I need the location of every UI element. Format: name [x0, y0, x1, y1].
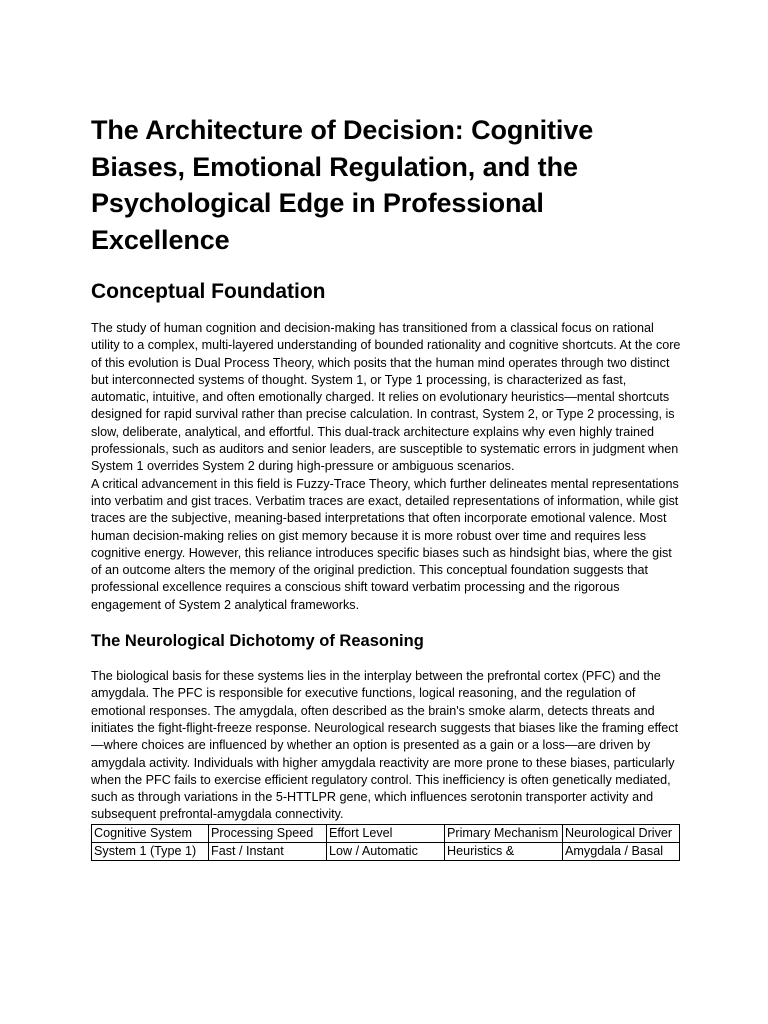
document-title: The Architecture of Decision: Cognitive Biases, Emotional Regulation, and the Psychological Edge in Professional Excellence: [91, 115, 594, 255]
section-heading-conceptual-foundation: Conceptual Foundation: [91, 280, 326, 303]
paragraph-fuzzy-trace: A critical advancement in this field is Fuzzy-Trace Theory, which further delineates mental representations into verbatim and gist traces. Verbatim traces are exact, detailed representations of information, while gist traces are the subjective, meaning-based interpretations that often incorporate emotional valence. Most human decision-making relies on gist memory because it is more robust over time and requires less cognitive energy. However, this reliance introduces specific biases such as hindsight bias, where the gist of an outcome alters the memory of the original prediction. This conceptual foundation suggests that professional excellence requires a conscious shift toward verbatim processing and the rigorous engagement of System 2 analytical frameworks.: [91, 476, 679, 612]
table-cell: Fast / Instant: [209, 843, 327, 861]
table-header-row: [92, 824, 680, 842]
table-cell: System 1 (Type 1): [92, 843, 209, 861]
table-header-cell: Effort Level: [327, 824, 445, 842]
table-header-cell: Primary Mechanism: [445, 824, 563, 842]
table-row: [92, 843, 680, 861]
section-body: [91, 320, 681, 614]
subsection-body: [91, 668, 681, 824]
subsection-heading-neurological: The Neurological Dichotomy of Reasoning: [91, 632, 424, 651]
paragraph-neurological: The biological basis for these systems lies in the interplay between the prefrontal cortex (PFC) and the amygdala. The PFC is responsible for executive functions, logical reasoning, and the regulation of emotional responses. The amygdala, often described as the brain's smoke alarm, detects threats and initiates the fight-flight-freeze response. Neurological research suggests that biases like the framing effect—where choices are influenced by whether an option is presented as a gain or a loss—are driven by amygdala activity. Individuals with higher amygdala reactivity are more prone to these biases, particularly when the PFC fails to exercise efficient regulatory control. This inefficiency is often genetically mediated, such as through variations in the 5-HTTLPR gene, which influences serotonin transporter activity and subsequent prefrontal-amygdala connectivity.: [91, 669, 679, 822]
table-cell: Amygdala / Basal: [563, 843, 680, 861]
document-page: [91, 112, 681, 861]
table-header-cell: Neurological Driver: [563, 824, 680, 842]
table-cell: Heuristics &: [445, 843, 563, 861]
cognitive-systems-table: [91, 824, 680, 862]
table-header-cell: Cognitive System: [92, 824, 209, 842]
table-cell: Low / Automatic: [327, 843, 445, 861]
table-header-cell: Processing Speed: [209, 824, 327, 842]
paragraph-dual-process: The study of human cognition and decision-making has transitioned from a classical focus on rational utility to a complex, multi-layered understanding of bounded rationality and cognitive shortcuts. At the core of this evolution is Dual Process Theory, which posits that the human mind operates through two distinct but interconnected systems of thought. System 1, or Type 1 processing, is characterized as fast, automatic, intuitive, and often emotionally charged. It relies on evolutionary heuristics—mental shortcuts designed for rapid survival rather than precise calculation. In contrast, System 2, or Type 2 processing, is slow, deliberate, analytical, and effortful. This dual-track architecture explains why even highly trained professionals, such as auditors and senior leaders, are susceptible to systematic errors in judgment when System 1 overrides System 2 during high-pressure or ambiguous scenarios.: [91, 321, 681, 474]
